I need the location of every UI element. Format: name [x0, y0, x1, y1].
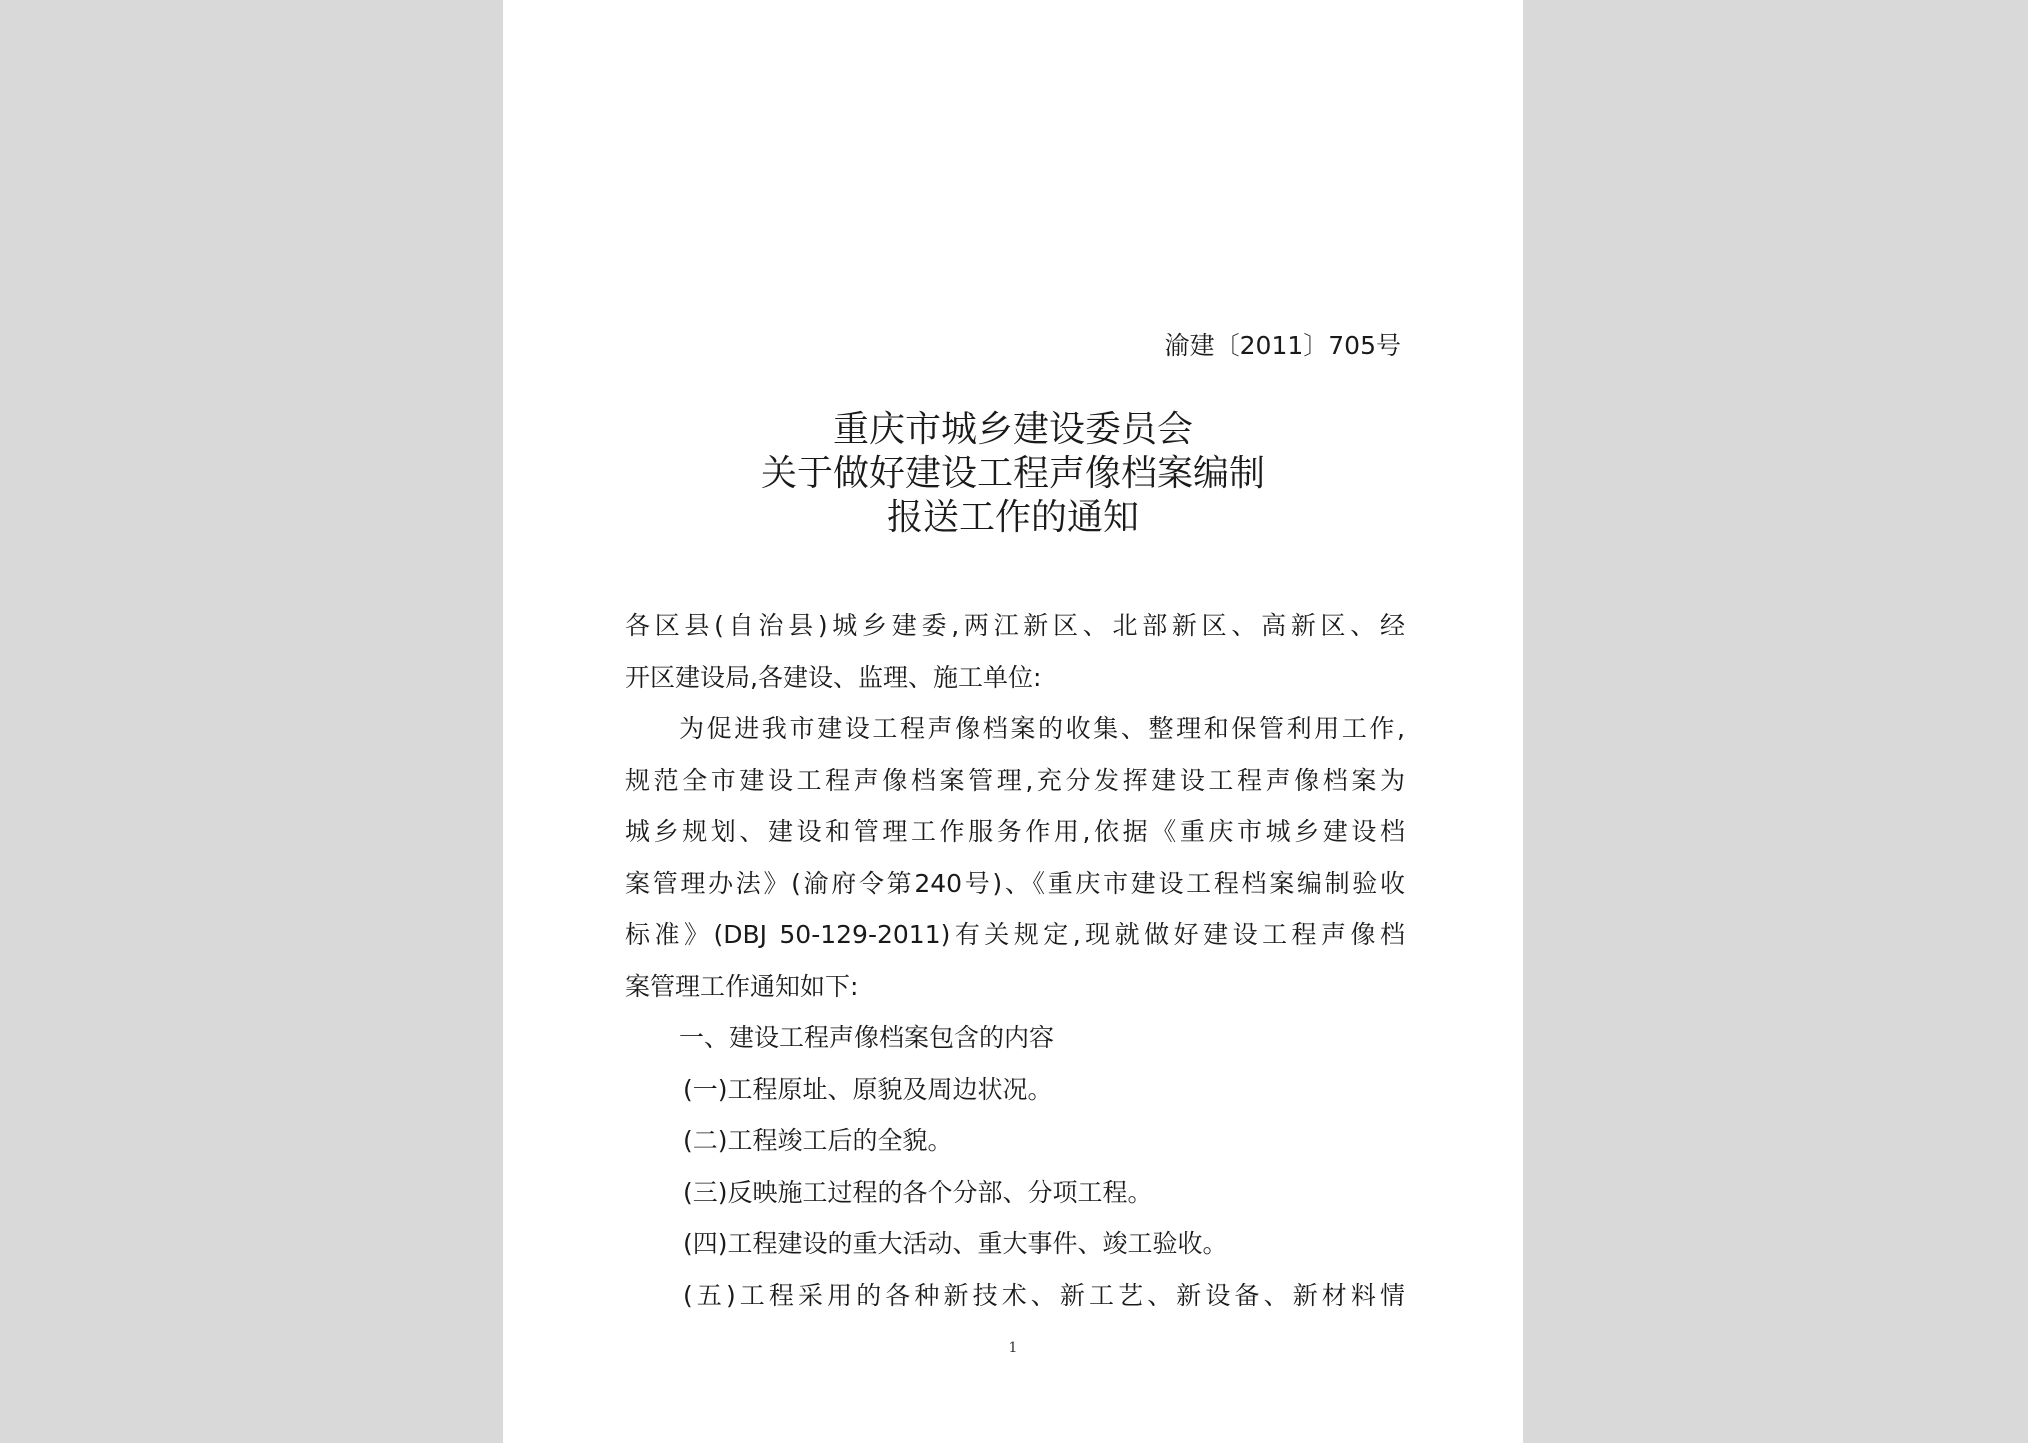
body-line: 为促进我市建设工程声像档案的收集、整理和保管利用工作, — [679, 714, 1405, 743]
body-line: 城乡规划、建设和管理工作服务作用,依据《重庆市城乡建设档 — [625, 817, 1405, 846]
document-body — [625, 600, 1405, 1321]
list-item: (五)工程采用的各种新技术、新工艺、新设备、新材料情 — [683, 1280, 1405, 1310]
list-item: (一)工程原址、原貌及周边状况。 — [683, 1074, 1053, 1104]
body-line: 开区建设局,各建设、监理、施工单位: — [625, 662, 1042, 692]
body-line: 标准》(DBJ 50-129-2011)有关规定,现就做好建设工程声像档 — [625, 920, 1405, 949]
list-item: (四)工程建设的重大活动、重大事件、竣工验收。 — [683, 1229, 1228, 1258]
document-number: 渝建〔2011〕705号 — [1164, 331, 1401, 360]
body-line: 各区县(自治县)城乡建委,两江新区、北部新区、高新区、经 — [625, 611, 1405, 640]
title-line-1: 重庆市城乡建设委员会 — [832, 409, 1193, 450]
body-line: 案管理工作通知如下: — [625, 971, 859, 1001]
page-number: 1 — [1008, 1340, 1018, 1356]
document-page — [503, 0, 1523, 1443]
list-item: (三)反映施工过程的各个分部、分项工程。 — [683, 1177, 1153, 1207]
title-line-2: 关于做好建设工程声像档案编制 — [760, 453, 1265, 494]
title-line-3: 报送工作的通知 — [886, 497, 1139, 538]
body-line: 案管理办法》(渝府令第240号)、《重庆市建设工程档案编制验收 — [625, 868, 1405, 898]
list-item: (二)工程竣工后的全貌。 — [683, 1126, 953, 1155]
body-line: 规范全市建设工程声像档案管理,充分发挥建设工程声像档案为 — [625, 765, 1405, 795]
document-title — [503, 408, 1523, 540]
section-heading: 一、建设工程声像档案包含的内容 — [679, 1023, 1055, 1052]
